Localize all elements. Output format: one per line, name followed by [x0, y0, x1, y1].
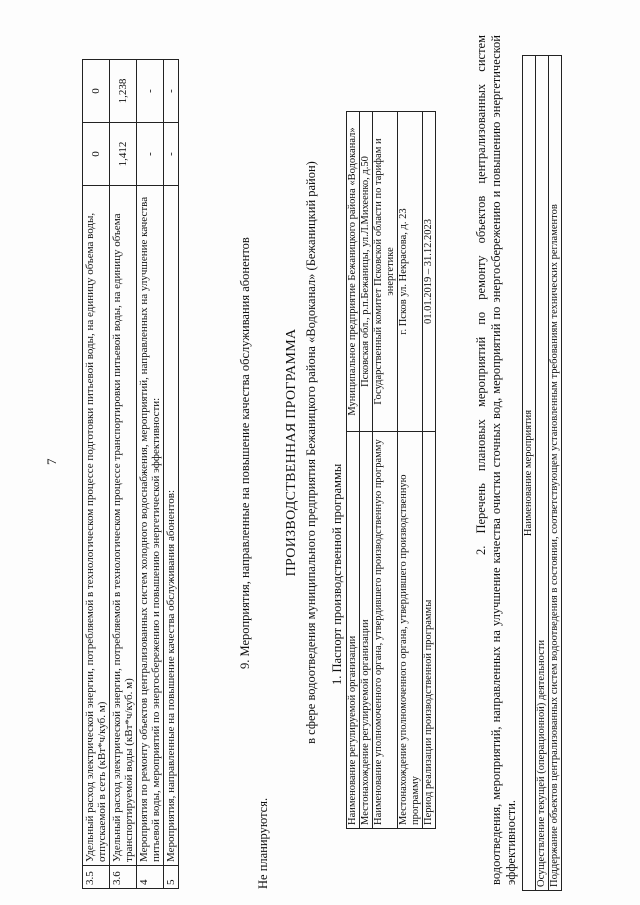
row-value-1: 1,412 — [110, 123, 137, 186]
table-row — [347, 112, 360, 829]
table-row — [137, 60, 164, 889]
table-row — [360, 112, 373, 829]
section-2-text: 2. Перечень плановых мероприятий по ремонту объектов централизованных систем водоотведения, мероприятий, направленных на улучшение качества очистки сточных вод, мероприятий по энергосбережению и повышению энергетической эффективности. — [474, 35, 518, 885]
row-value-2: - — [164, 60, 179, 123]
measures-table — [522, 55, 562, 891]
passport-heading: 1. Паспорт производственной программы — [330, 463, 344, 685]
row-number: 3.5 — [83, 866, 110, 889]
row-text: Удельный расход электрической энергии, потребляемой в технологическом процессе транспортировки питьевой воды, на единицу объема транспортируемой воды (кВт*ч/куб. м) — [110, 186, 137, 866]
row-value-2: 0 — [83, 60, 110, 123]
passport-label: Наименование уполномоченного органа, утвердившего производственную программу — [373, 432, 398, 829]
section-9-text: Не планируются. — [256, 797, 270, 889]
table-row — [110, 60, 137, 889]
row-value-1: 0 — [83, 123, 110, 186]
measure-item: Поддержание объектов централизованных систем водоотведения в состоянии, соответствующем установленным требованиям технических регламентов — [549, 56, 562, 891]
page-number: 7 — [44, 458, 59, 465]
passport-table — [346, 111, 436, 829]
passport-label: Местонахождение уполномоченного органа, утвердившего производственную программу — [398, 432, 423, 829]
table-row — [549, 56, 562, 891]
passport-value: г. Псков ул. Некрасова, д. 23 — [398, 112, 423, 432]
program-subtitle: в сфере водоотведения муниципального предприятия Бежаницкого района «Водоканал» (Бежаницкий район) — [304, 161, 318, 744]
passport-label: Период реализации производственной программы — [423, 432, 436, 829]
passport-label: Наименование регулируемой организации — [347, 432, 360, 829]
table-row — [398, 112, 423, 829]
passport-value: 01.01.2019 – 31.12.2023 — [423, 112, 436, 432]
measures-header: Наименование мероприятия — [523, 56, 536, 891]
passport-value: Муниципальное предприятие Бежаницкого района «Водоканал» — [347, 112, 360, 432]
table-row — [83, 60, 110, 889]
row-text: Мероприятия, направленные на повышение качества обслуживания абонентов: — [164, 186, 179, 866]
measure-item: Осуществление текущей (операционной) деятельности — [536, 56, 549, 891]
passport-value: Государственный комитет Псковской области по тарифам и энергетике — [373, 112, 398, 432]
row-number: 3.6 — [110, 866, 137, 889]
table-row — [423, 112, 436, 829]
row-number: 5 — [164, 866, 179, 889]
passport-label: Местонахождение регулируемой организации — [360, 432, 373, 829]
table-header-row — [523, 56, 536, 891]
passport-value: Псковская обл., р.п.Бежаницы, ул.Л.Михеенко, д.50 — [360, 112, 373, 432]
row-value-2: - — [137, 60, 164, 123]
program-title: ПРОИЗВОДСТВЕННАЯ ПРОГРАММА — [284, 328, 299, 577]
table-row — [536, 56, 549, 891]
section-9-heading: 9. Мероприятия, направленные на повышение качества обслуживания абонентов — [238, 237, 252, 669]
row-value-2: 1,238 — [110, 60, 137, 123]
row-text: Удельный расход электрической энергии, потребляемой в технологическом процессе подготовки питьевой воды, на единицу объема воды, отпускаемой в сеть (кВт*ч/куб. м) — [83, 186, 110, 866]
row-text: Мероприятия по ремонту объектов централизованных систем холодного водоснабжения, мероприятий, направленных на улучшение качества питьевой воды, мероприятий по энергосбережению и повышению энергетической эффективности: — [137, 186, 164, 866]
row-value-1: - — [164, 123, 179, 186]
row-value-1: - — [137, 123, 164, 186]
table-row — [373, 112, 398, 829]
table-row — [164, 60, 179, 889]
indicators-table — [82, 59, 179, 889]
row-number: 4 — [137, 866, 164, 889]
